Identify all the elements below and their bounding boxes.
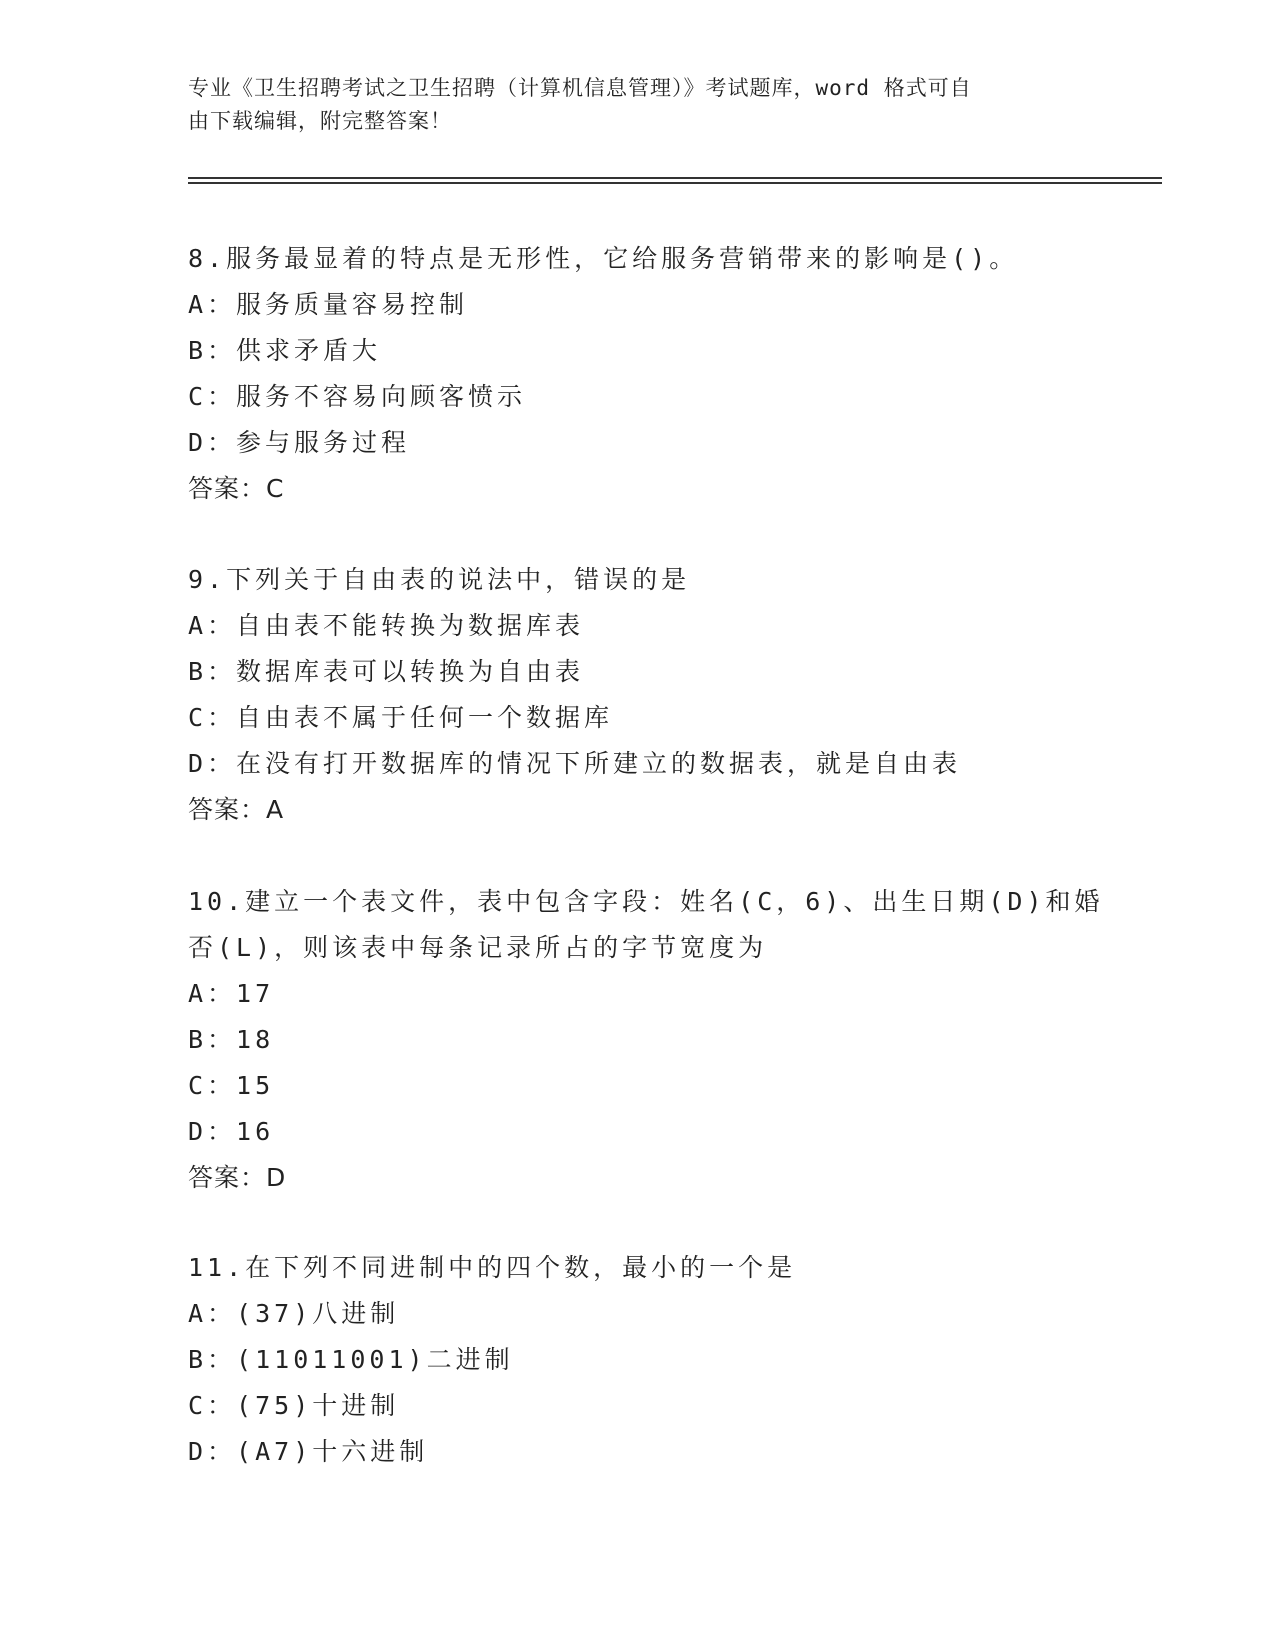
option-d: D：在没有打开数据库的情况下所建立的数据表，就是自由表 (188, 749, 962, 778)
answer-line: 答案：C (188, 474, 285, 503)
option-c: C：自由表不属于任何一个数据库 (188, 703, 614, 732)
option-b: B：18 (188, 1025, 275, 1054)
option-c: C：15 (188, 1071, 275, 1100)
question-stem: 9.下列关于自由表的说法中，错误的是 (188, 565, 691, 594)
option-d: D：参与服务过程 (188, 428, 411, 457)
document-header (188, 72, 1068, 138)
option-c: C：(75)十进制 (188, 1391, 400, 1420)
option-d: D：16 (188, 1117, 275, 1146)
question-10 (188, 879, 1104, 1201)
question-stem-line-2: 否(L)，则该表中每条记录所占的字节宽度为 (188, 933, 768, 962)
answer-line: 答案：D (188, 1163, 287, 1192)
header-divider-bottom (188, 182, 1162, 184)
question-stem-line-1: 10.建立一个表文件，表中包含字段：姓名(C，6)、出生日期(D)和婚 (188, 887, 1104, 916)
option-a: A：自由表不能转换为数据库表 (188, 611, 585, 640)
question-stem: 8.服务最显着的特点是无形性，它给服务营销带来的影响是()。 (188, 244, 1019, 273)
option-b: B：供求矛盾大 (188, 336, 382, 365)
option-b: B：(11011001)二进制 (188, 1345, 514, 1374)
option-a: A：服务质量容易控制 (188, 290, 469, 319)
option-a: A：(37)八进制 (188, 1299, 400, 1328)
question-9 (188, 557, 1088, 833)
header-line-2: 由下载编辑，附完整答案！ (188, 109, 452, 133)
header-line-1: 专业《卫生招聘考试之卫生招聘（计算机信息管理）》考试题库，word 格式可自 (188, 76, 972, 100)
question-11 (188, 1245, 1088, 1475)
answer-line: 答案：A (188, 795, 285, 824)
header-divider-top (188, 177, 1162, 179)
question-stem: 11.在下列不同进制中的四个数，最小的一个是 (188, 1253, 797, 1282)
option-b: B：数据库表可以转换为自由表 (188, 657, 585, 686)
question-8 (188, 236, 1088, 512)
option-c: C：服务不容易向顾客愤示 (188, 382, 527, 411)
option-d: D：(A7)十六进制 (188, 1437, 429, 1466)
option-a: A：17 (188, 979, 275, 1008)
